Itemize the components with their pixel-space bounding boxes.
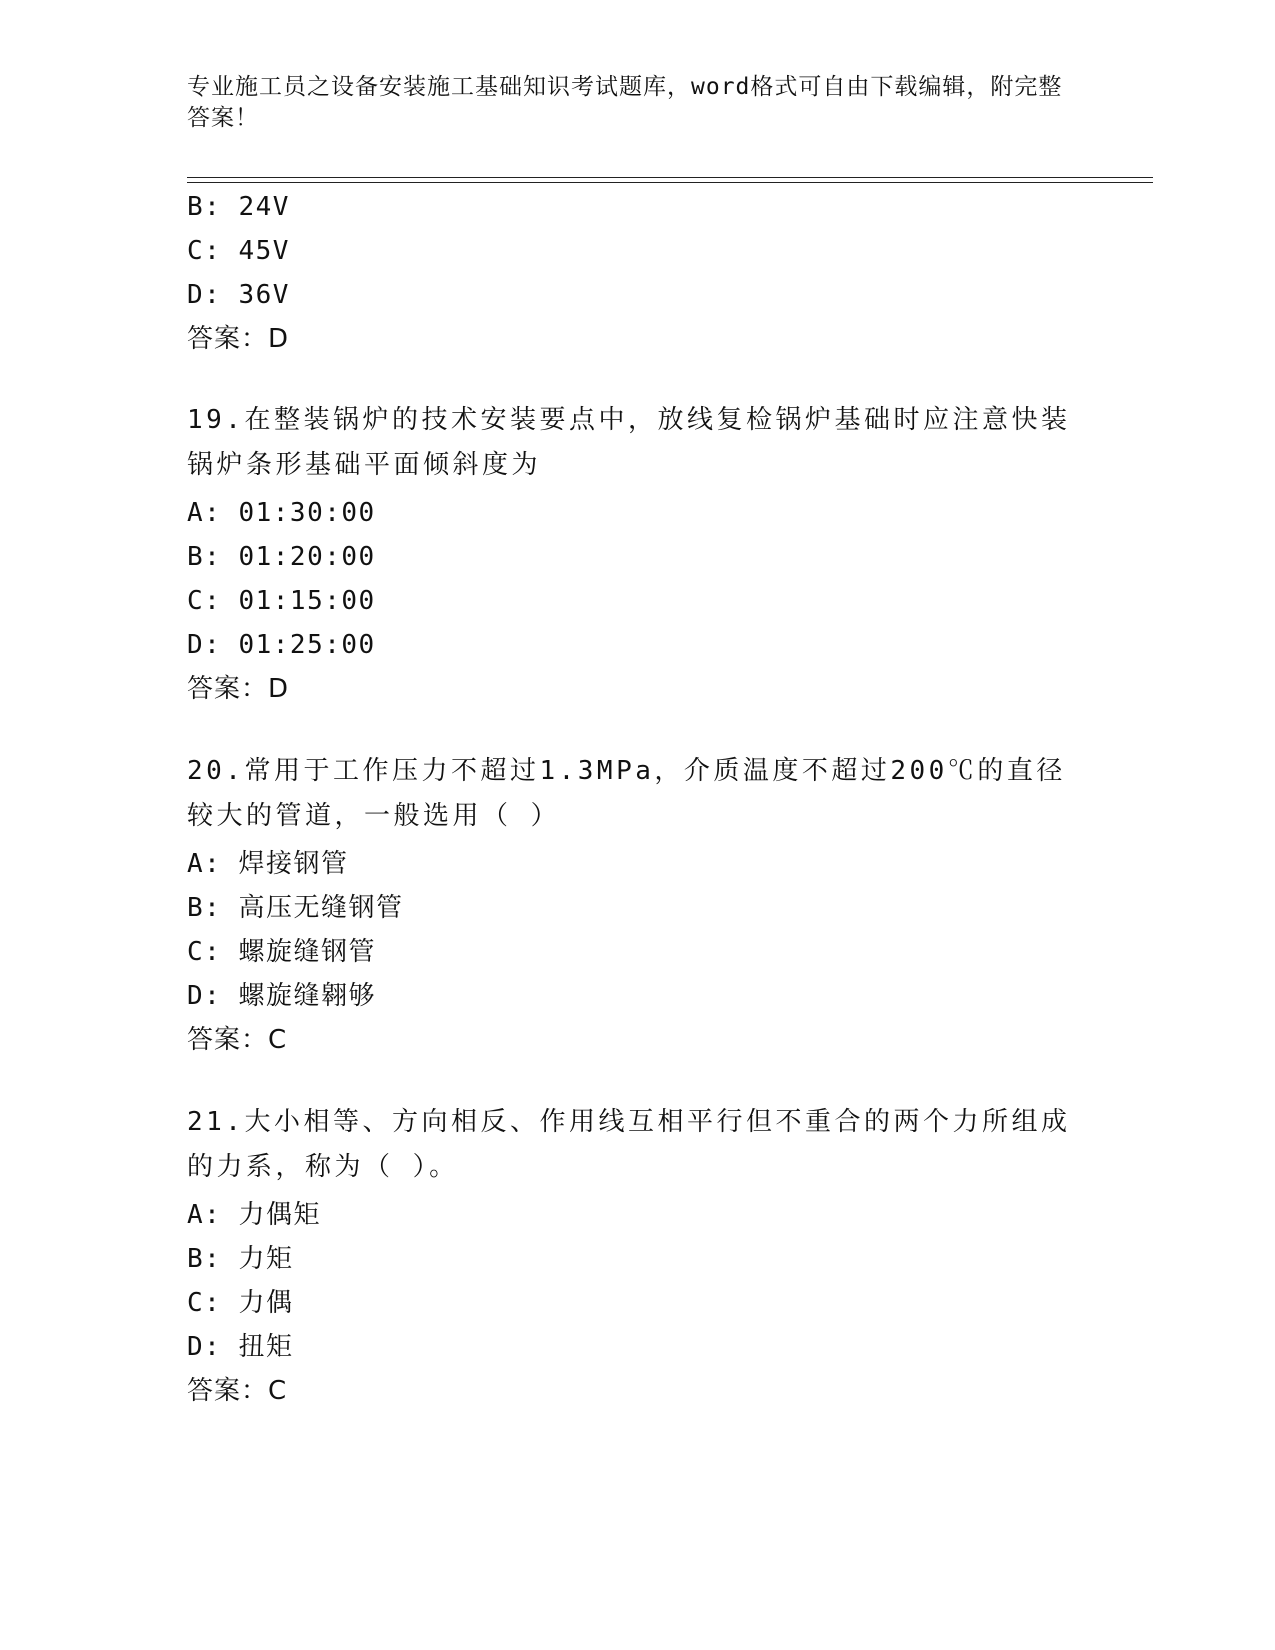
question-19-option-c: C: 01:15:00 bbox=[187, 586, 376, 616]
question-20-option-d: D: 螺旋缝翱够 bbox=[187, 981, 376, 1011]
question-20-option-c: C: 螺旋缝钢管 bbox=[187, 937, 376, 967]
question-20-option-a: A: 焊接钢管 bbox=[187, 849, 349, 879]
page-header: 专业施工员之设备安装施工基础知识考试题库，word格式可自由下载编辑，附完整答案！ bbox=[187, 74, 1063, 131]
prev-answer: 答案：D bbox=[187, 324, 290, 354]
header-divider-bottom bbox=[187, 182, 1153, 183]
question-19-text: 19.在整装锅炉的技术安装要点中，放线复检锅炉基础时应注意快装锅炉条形基础平面倾斜度为 bbox=[187, 405, 1071, 480]
header-divider-top bbox=[187, 177, 1153, 178]
question-21-text: 21.大小相等、方向相反、作用线互相平行但不重合的两个力所组成的力系，称为（ ）。 bbox=[187, 1107, 1071, 1182]
question-19-option-d: D: 01:25:00 bbox=[187, 630, 376, 660]
question-21-option-c: C: 力偶 bbox=[187, 1288, 294, 1318]
prev-option-d: D: 36V bbox=[187, 280, 290, 310]
question-21-option-a: A: 力偶矩 bbox=[187, 1200, 321, 1230]
question-20-text: 20.常用于工作压力不超过1.3MPa，介质温度不超过200℃的直径较大的管道，一般选用（ ） bbox=[187, 756, 1066, 831]
question-19-option-a: A: 01:30:00 bbox=[187, 498, 376, 528]
prev-option-b: B: 24V bbox=[187, 192, 290, 222]
question-19-option-b: B: 01:20:00 bbox=[187, 542, 376, 572]
question-20-answer: 答案：C bbox=[187, 1025, 288, 1055]
question-21-option-b: B: 力矩 bbox=[187, 1244, 294, 1274]
question-19-answer: 答案：D bbox=[187, 674, 290, 704]
prev-option-c: C: 45V bbox=[187, 236, 290, 266]
question-20-option-b: B: 高压无缝钢管 bbox=[187, 893, 404, 923]
question-21-answer: 答案：C bbox=[187, 1376, 288, 1406]
question-21-option-d: D: 扭矩 bbox=[187, 1332, 294, 1362]
